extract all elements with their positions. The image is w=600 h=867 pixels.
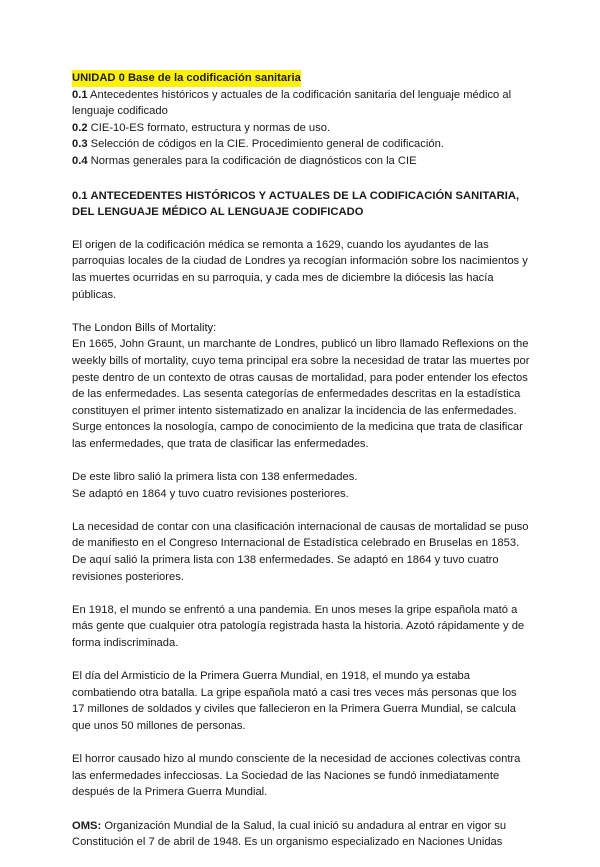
toc-text: Antecedentes históricos y actuales de la codificación sanitaria del lenguaje médico al lenguaje codificado [72, 88, 512, 118]
oms-text: Organización Mundial de la Salud, la cual inició su andadura al entrar en vigor su Constitución el 7 de abril de 1948. Es un organismo especializado en Naciones Unidas [72, 819, 507, 849]
paragraph-armistice: El día del Armisticio de la Primera Guerra Mundial, en 1918, el mundo ya estaba combatiendo otra batalla. La gripe española mató a casi tres veces más personas que los 17 millones de soldados y civiles que fallecieron en la Primera Guerra Mundial, se calcula que unos 50 millones de personas. [72, 670, 517, 732]
paragraph-international: La necesidad de contar con una clasificación internacional de causas de mortalidad se puso de manifiesto en el Congreso Internacional de Estadística celebrado en Bruselas en 1853. De aquí salió la primera lista con 138 enfermedades. Se adaptó en 1864 y tuvo cuatro revisiones posteriores. [72, 520, 529, 583]
toc-item [72, 153, 532, 170]
toc-item [72, 136, 532, 153]
toc-number: 0.1 [72, 88, 88, 101]
paragraph-origin: El origen de la codificación médica se remonta a 1629, cuando los ayudantes de las parroquias locales de la ciudad de Londres ya recogían información sobre los nacimientos y las muertes ocurridas en su parroquia, y cada mes de diciembre la diócesis las hacía públicas. [72, 238, 528, 301]
toc-number: 0.3 [72, 138, 88, 151]
unit-title: UNIDAD 0 Base de la codificación sanitaria [72, 70, 301, 87]
paragraph-pandemic: En 1918, el mundo se enfrentó a una pandemia. En unos meses la gripe española mató a más gente que cualquier otra patología registrada hasta la historia. Azotó rápidamente y de forma indiscriminada. [72, 603, 525, 649]
toc-item [72, 87, 532, 120]
section-heading: 0.1 ANTECEDENTES HISTÓRICOS Y ACTUALES DE LA CODIFICACIÓN SANITARIA, DEL LENGUAJE MÉDICO AL LENGUAJE CODIFICADO [72, 189, 520, 219]
toc-item [72, 120, 532, 137]
toc-text: Selección de códigos en la CIE. Procedimiento general de codificación. [87, 138, 444, 151]
table-of-contents [72, 87, 532, 170]
document-page [72, 70, 532, 867]
paragraph-horror: El horror causado hizo al mundo consciente de la necesidad de acciones colectivas contra las enfermedades infecciosas. La Sociedad de las Naciones se fundó inmediatamente después de la Primera Guerra Mundial. [72, 753, 521, 799]
paragraph-book-list: De este libro salió la primera lista con 138 enfermedades. [72, 471, 358, 484]
toc-text: Normas generales para la codificación de diagnósticos con la CIE [87, 154, 417, 167]
paragraph-graunt: En 1665, John Graunt, un marchante de Londres, publicó un libro llamado Reflexions on the weekly bills of mortality, cuyo tema principal era sobre la necesidad de tratar las muertes por peste dentro de un contexto de otras causas de mortalidad, para poder entender los efectos de las enfermedades. Las sesenta categorías de enfermedades descritas en la estadística constituyen el primer intento sistematizado en analizar la incidencia de las enfermedades. Surge entonces la nosología, campo de conocimiento de la medicina que trata de clasificar las enfermedades, que trata de clasificar las enfermedades. [72, 338, 530, 450]
paragraph-adapted: Se adaptó en 1864 y tuvo cuatro revisiones posteriores. [72, 487, 349, 500]
toc-text: CIE-10-ES formato, estructura y normas de uso. [87, 121, 331, 134]
london-bills-heading: The London Bills of Mortality: [72, 321, 217, 334]
oms-label: OMS: [72, 819, 102, 832]
toc-number: 0.2 [72, 121, 88, 134]
paragraph-oms [72, 818, 532, 851]
toc-number: 0.4 [72, 154, 88, 167]
